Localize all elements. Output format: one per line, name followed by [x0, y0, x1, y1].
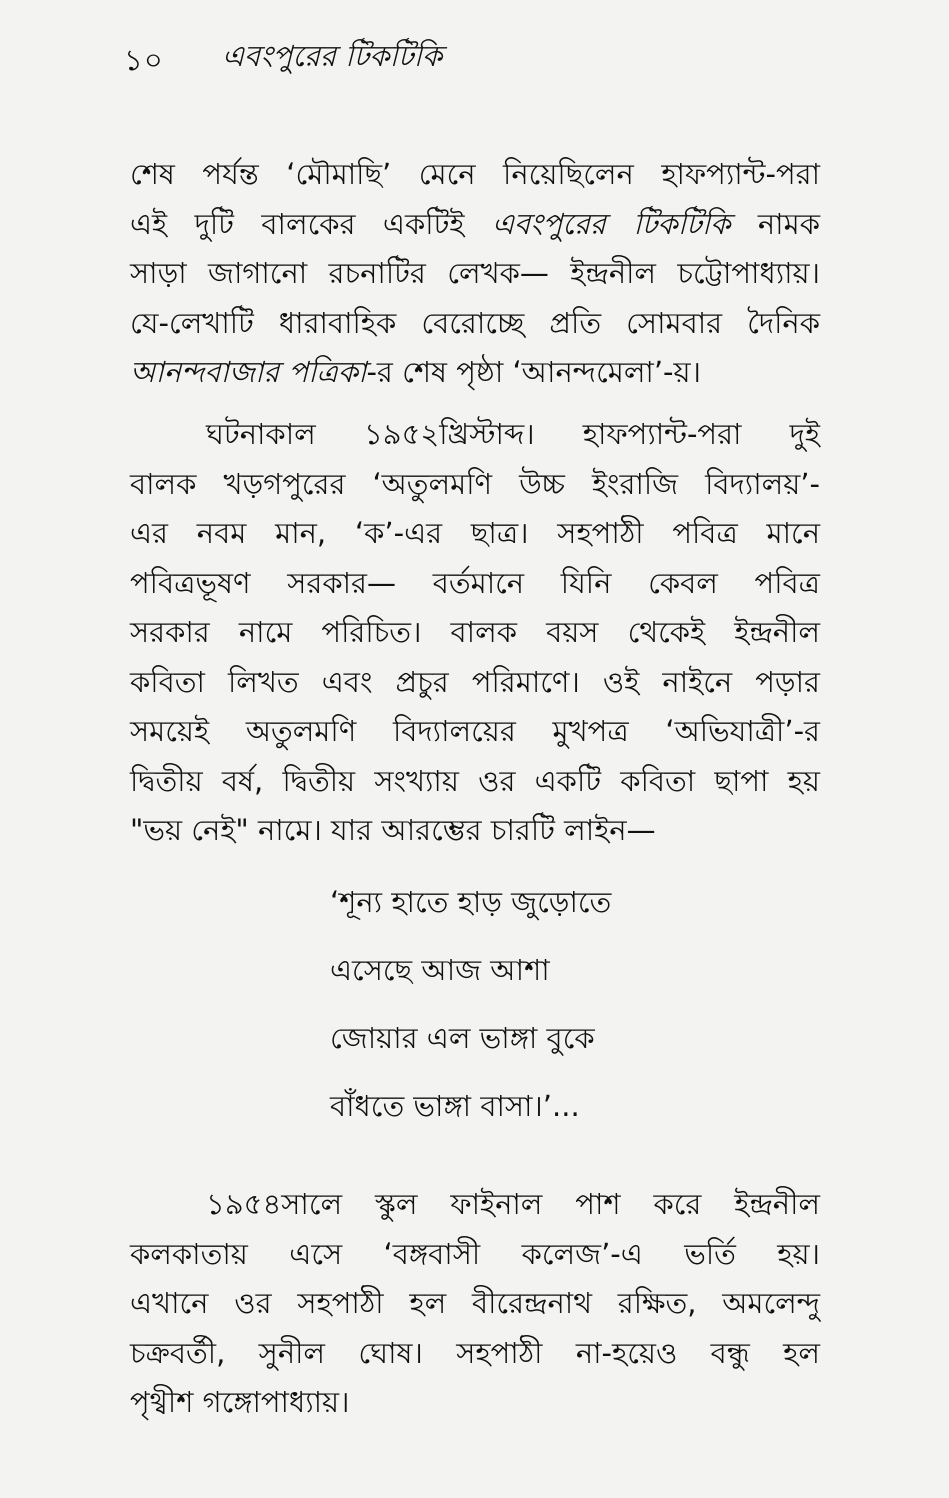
text-line: চক্রবর্তী, সুনীল ঘোষ। সহপাঠী না-হয়েও বন্ধু হল — [130, 1335, 820, 1370]
text-fragment: নামক — [730, 206, 820, 241]
verse-line: জোয়ার এল ভাঙ্গা বুকে — [330, 1021, 595, 1055]
verse-line: ‘শূন্য হাতে হাড় জুড়োতে — [330, 885, 612, 919]
text-line: যে-লেখাটি ধারাবাহিক বেরোচ্ছে প্রতি সোমবার দৈনিক — [130, 305, 820, 340]
paragraph-3 — [130, 1180, 820, 1428]
text-line: "ভয় নেই" নামে। যার আরম্ভের চারটি লাইন— — [130, 813, 656, 847]
running-title: এবংপুরের টিকটিকি — [222, 39, 443, 73]
text-line — [130, 348, 820, 398]
paragraph-1 — [130, 150, 820, 398]
text-line: সরকার নামে পরিচিত। বালক বয়স থেকেই ইন্দ্রনীল — [130, 615, 820, 649]
book-title-italic: এবংপুরের টিকটিকি — [491, 206, 731, 241]
text-line: বালক খড়গপুরের ‘অতুলমণি উচ্চ ইংরাজি বিদ্যালয়’- — [130, 466, 820, 501]
paragraph-2 — [130, 410, 820, 856]
text-fragment: এই দুটি বালকের একটিই — [130, 206, 465, 241]
text-line: দ্বিতীয় বর্ষ, দ্বিতীয় সংখ্যায় ওর একটি কবিতা ছাপা হয় — [130, 763, 820, 798]
text-line: কলকাতায় এসে ‘বঙ্গবাসী কলেজ’-এ ভর্তি হয়। — [130, 1236, 820, 1271]
text-line: সাড়া জাগানো রচনাটির লেখক— ইন্দ্রনীল চট্টোপাধ্যায়। — [130, 256, 820, 290]
text-line: ১৯৫৪সালে স্কুল ফাইনাল পাশ করে ইন্দ্রনীল — [206, 1187, 820, 1221]
newspaper-title-italic: আনন্দবাজার পত্রিকা — [130, 355, 367, 389]
text-line: শেষ পর্যন্ত ‘মৌমাছি’ মেনে নিয়েছিলেন হাফপ্যান্ট-পরা — [130, 157, 820, 191]
text-line — [130, 200, 820, 250]
text-line: ঘটনাকাল ১৯৫২খ্রিস্টাব্দ। হাফপ্যান্ট-পরা দুই — [206, 417, 820, 451]
text-line: পৃথ্বীশ গঙ্গোপাধ্যায়। — [130, 1385, 350, 1419]
page-number: ১০ — [124, 43, 164, 77]
verse-block — [330, 868, 810, 1140]
text-line: কবিতা লিখত এবং প্রচুর পরিমাণে। ওই নাইনে পড়ার — [130, 664, 820, 699]
verse-line: এসেছে আজ আশা — [330, 953, 550, 987]
running-head — [124, 30, 824, 80]
text-line: এর নবম মান, ‘ক’-এর ছাত্র। সহপাঠী পবিত্র মানে — [130, 516, 820, 550]
verse-line: বাঁধতে ভাঙ্গা বাসা।’... — [330, 1089, 580, 1123]
text-fragment: -র শেষ পৃষ্ঠা ‘আনন্দমেলা’-য়। — [366, 355, 701, 389]
text-line: এখানে ওর সহপাঠী হল বীরেন্দ্রনাথ রক্ষিত, অমলেন্দু — [130, 1286, 820, 1320]
text-line: পবিত্রভূষণ সরকার— বর্তমানে যিনি কেবল পবিত্র — [130, 565, 820, 600]
text-line: সময়েই অতুলমণি বিদ্যালয়ের মুখপত্র ‘অভিযাত্রী’-র — [130, 714, 820, 748]
